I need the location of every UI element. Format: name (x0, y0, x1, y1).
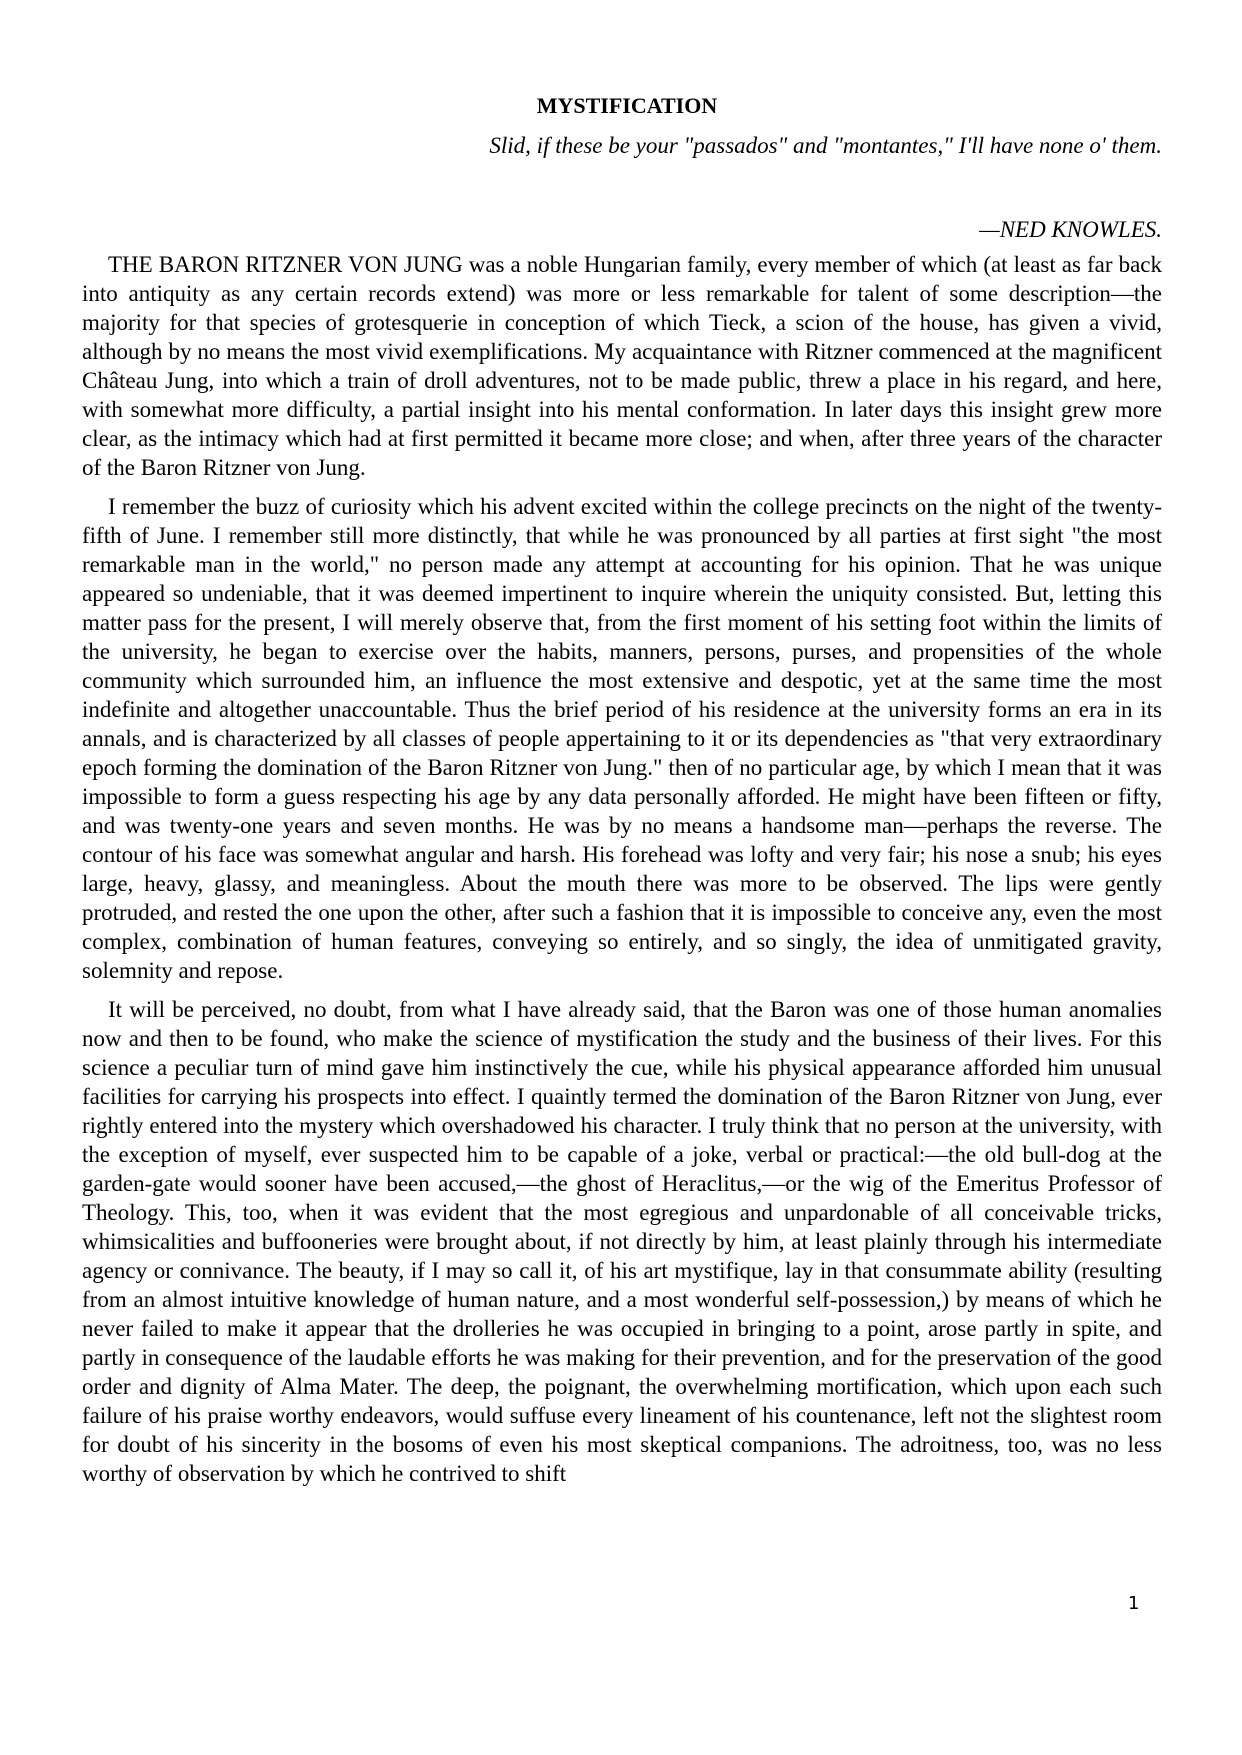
paragraph: It will be perceived, no doubt, from what I have already said, that the Baron was one of those human anomalies now and then to be found, who make the science of mystification the study and the business of their lives. For this science a peculiar turn of mind gave him instinctively the cue, while his physical appearance afforded him unusual facilities for carrying his prospects into effect. I quaintly termed the domination of the Baron Ritzner von Jung, ever rightly entered into the mystery which overshadowed his character. I truly think that no person at the university, with the exception of myself, ever suspected him to be capable of a joke, verbal or practical:—the old bull-dog at the garden-gate would sooner have been accused,—the ghost of Heraclitus,—or the wig of the Emeritus Professor of Theology. This, too, when it was evident that the most egregious and unpardonable of all conceivable tricks, whimsicalities and buffooneries were brought about, if not directly by him, at least plainly through his intermediate agency or connivance. The beauty, if I may so call it, of his art mystifique, lay in that consummate ability (resulting from an almost intuitive knowledge of human nature, and a most wonderful self-possession,) by means of which he never failed to make it appear that the drolleries he was occupied in bringing to a point, arose partly in spite, and partly in consequence of the laudable efforts he was making for their prevention, and for the preservation of the good order and dignity of Alma Mater. The deep, the poignant, the overwhelming mortification, which upon each such failure of his praise worthy endeavors, would suffuse every lineament of his countenance, left not the slightest room for doubt of his sincerity in the bosoms of even his most skeptical companions. The adroitness, too, was no less worthy of observation by which he contrived to shift (82, 997, 1162, 1486)
page-number: 1 (1128, 1593, 1140, 1614)
epigraph: Slid, if these be your "passados" and "montantes," I'll have none o' them. (489, 133, 1162, 158)
paragraph: I remember the buzz of curiosity which his advent excited within the college precincts on the night of the twenty-fifth of June. I remember still more distinctly, that while he was pronounced by all parties at first sight "the most remarkable man in the world," no person made any attempt at accounting for his opinion. That he was unique appeared so undeniable, that it was deemed impertinent to inquire wherein the uniquity consisted. But, letting this matter pass for the present, I will merely observe that, from the first moment of his setting foot within the limits of the university, he began to exercise over the habits, manners, persons, purses, and propensities of the whole community which surrounded him, an influence the most extensive and despotic, yet at the same time the most indefinite and altogether unaccountable. Thus the brief period of his residence at the university forms an era in its annals, and is characterized by all classes of people appertaining to it or its dependencies as "that very extraordinary epoch forming the domination of the Baron Ritzner von Jung." then of no particular age, by which I mean that it was impossible to form a guess respecting his age by any data personally afforded. He might have been fifteen or fifty, and was twenty-one years and seven months. He was by no means a handsome man—perhaps the reverse. The contour of his face was somewhat angular and harsh. His forehead was lofty and very fair; his nose a snub; his eyes large, heavy, glassy, and meaningless. About the mouth there was more to be observed. The lips were gently protruded, and rested the one upon the other, after such a fashion that it is impossible to conceive any, even the most complex, combination of human features, conveying so entirely, and so singly, the idea of unmitigated gravity, solemnity and repose. (82, 494, 1162, 983)
epigraph-attribution: —NED KNOWLES. (979, 217, 1162, 242)
document-title: MYSTIFICATION (536, 93, 718, 118)
paragraph: THE BARON RITZNER VON JUNG was a noble Hungarian family, every member of which (at least as far back into antiquity as any certain records extend) was more or less remarkable for talent of some description—the majority for that species of grotesquerie in conception of which Tieck, a scion of the house, has given a vivid, although by no means the most vivid exemplifications. My acquaintance with Ritzner commenced at the magnificent Château Jung, into which a train of droll adventures, not to be made public, threw a place in his regard, and here, with somewhat more difficulty, a partial insight into his mental conformation. In later days this insight grew more clear, as the intimacy which had at first permitted it became more close; and when, after three years of the character of the Baron Ritzner von Jung. (82, 252, 1162, 480)
body-text (82, 250, 1162, 1498)
